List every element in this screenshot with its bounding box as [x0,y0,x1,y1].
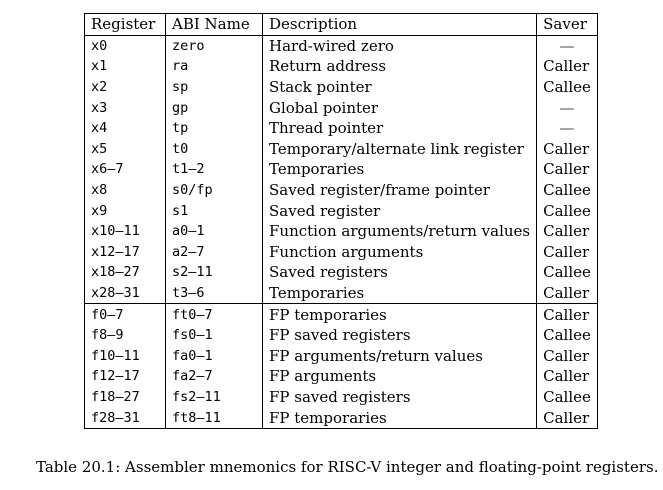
cell-description: Temporaries [263,283,537,304]
cell-register: f28–31 [85,407,166,428]
cell-saver: Caller [537,221,598,242]
cell-abi-name: ft8–11 [166,407,263,428]
cell-description: Function arguments/return values [263,221,537,242]
header-description: Description [263,14,537,36]
cell-saver: Callee [537,200,598,221]
cell-abi-name: t0 [166,139,263,160]
cell-description: Global pointer [263,97,537,118]
cell-abi-name: fs0–1 [166,325,263,346]
table-row [85,180,598,201]
table-row [85,304,598,325]
table-row [85,159,598,180]
header-saver: Saver [537,14,598,36]
register-table-container [84,13,598,429]
cell-register: x2 [85,77,166,98]
cell-abi-name: a0–1 [166,221,263,242]
cell-description: Return address [263,56,537,77]
cell-register: f12–17 [85,366,166,387]
cell-saver [537,35,598,56]
cell-description: FP arguments/return values [263,346,537,367]
cell-saver: Caller [537,56,598,77]
table-row [85,221,598,242]
cell-register: f8–9 [85,325,166,346]
table-row [85,407,598,428]
cell-register: f18–27 [85,387,166,408]
cell-abi-name: fa2–7 [166,366,263,387]
cell-register: x18–27 [85,262,166,283]
cell-saver: Caller [537,346,598,367]
cell-saver [537,97,598,118]
cell-saver: Caller [537,159,598,180]
cell-saver: Caller [537,407,598,428]
cell-saver: Caller [537,139,598,160]
cell-description: Saved register [263,200,537,221]
table-row [85,77,598,98]
cell-abi-name: t3–6 [166,283,263,304]
cell-saver-none: — [559,98,575,117]
cell-register: x0 [85,35,166,56]
cell-saver-none: — [559,119,575,138]
cell-description: FP saved registers [263,387,537,408]
table-row [85,262,598,283]
register-table [84,13,598,429]
cell-register: x10–11 [85,221,166,242]
cell-abi-name: s2–11 [166,262,263,283]
cell-abi-name: fs2–11 [166,387,263,408]
cell-description: Saved registers [263,262,537,283]
table-row [85,200,598,221]
table-row [85,97,598,118]
cell-saver: Callee [537,180,598,201]
header-abi-name: ABI Name [166,14,263,36]
cell-description: FP saved registers [263,325,537,346]
table-row [85,346,598,367]
header-register: Register [85,14,166,36]
cell-abi-name: s0/fp [166,180,263,201]
cell-abi-name: t1–2 [166,159,263,180]
cell-register: x8 [85,180,166,201]
cell-description: Temporaries [263,159,537,180]
table-row [85,283,598,304]
cell-abi-name: fa0–1 [166,346,263,367]
cell-saver: Caller [537,366,598,387]
cell-abi-name: s1 [166,200,263,221]
cell-register: x6–7 [85,159,166,180]
cell-description: Temporary/alternate link register [263,139,537,160]
cell-register: x3 [85,97,166,118]
cell-description: Thread pointer [263,118,537,139]
cell-description: Saved register/frame pointer [263,180,537,201]
cell-abi-name: a2–7 [166,242,263,263]
cell-register: f10–11 [85,346,166,367]
table-row [85,242,598,263]
table-row [85,139,598,160]
cell-saver-none: — [559,36,575,55]
cell-description: Hard-wired zero [263,35,537,56]
cell-abi-name: tp [166,118,263,139]
table-row [85,387,598,408]
cell-saver: Caller [537,304,598,325]
cell-abi-name: zero [166,35,263,56]
cell-abi-name: ra [166,56,263,77]
table-caption: Table 20.1: Assembler mnemonics for RISC-V integer and floating-point registers. [36,458,659,476]
cell-register: x28–31 [85,283,166,304]
cell-description: FP temporaries [263,407,537,428]
cell-abi-name: sp [166,77,263,98]
table-row [85,56,598,77]
cell-saver: Callee [537,262,598,283]
cell-saver: Callee [537,77,598,98]
table-row [85,366,598,387]
cell-description: Stack pointer [263,77,537,98]
table-row [85,118,598,139]
cell-register: x9 [85,200,166,221]
cell-register: x5 [85,139,166,160]
cell-register: x12–17 [85,242,166,263]
cell-saver: Caller [537,242,598,263]
cell-abi-name: ft0–7 [166,304,263,325]
table-body [85,35,598,428]
cell-description: Function arguments [263,242,537,263]
cell-register: f0–7 [85,304,166,325]
table-row [85,325,598,346]
cell-saver: Callee [537,387,598,408]
cell-abi-name: gp [166,97,263,118]
cell-register: x4 [85,118,166,139]
table-header-row [85,14,598,36]
cell-description: FP arguments [263,366,537,387]
cell-saver [537,118,598,139]
cell-saver: Caller [537,283,598,304]
cell-saver: Callee [537,325,598,346]
cell-register: x1 [85,56,166,77]
table-row [85,35,598,56]
cell-description: FP temporaries [263,304,537,325]
